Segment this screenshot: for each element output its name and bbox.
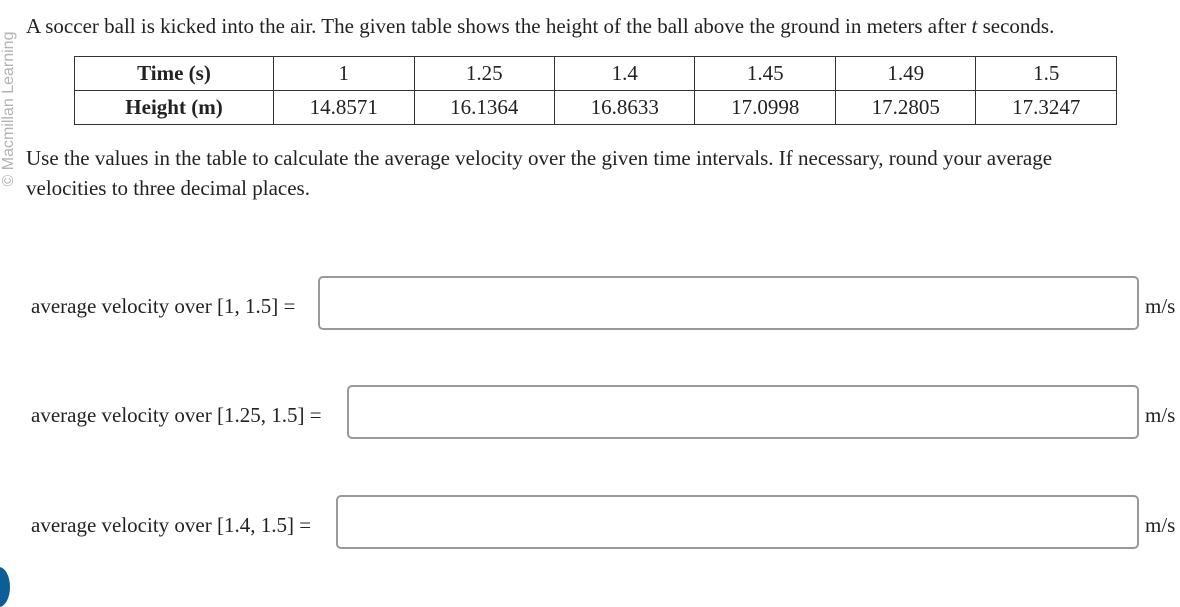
copyright-watermark: © Macmillan Learning bbox=[0, 31, 17, 187]
time-cell: 1.5 bbox=[976, 57, 1117, 91]
data-table bbox=[74, 56, 1117, 125]
height-cell: 17.0998 bbox=[695, 91, 835, 125]
height-cell: 17.2805 bbox=[835, 91, 975, 125]
answer-input-3[interactable] bbox=[336, 495, 1139, 549]
instructions-text: Use the values in the table to calculate the average velocity over the given time intervals. If necessary, round your average velocities to three decimal places. bbox=[26, 146, 1053, 200]
help-badge-icon[interactable] bbox=[0, 567, 10, 607]
time-cell: 1.4 bbox=[554, 57, 694, 91]
time-row bbox=[75, 57, 1117, 91]
height-cell: 17.3247 bbox=[976, 91, 1117, 125]
question-label-2: average velocity over [1.25, 1.5] = bbox=[31, 403, 322, 427]
intro-text-start: A soccer ball is kicked into the air. The given table shows the height of the ball above the ground in meters after bbox=[26, 14, 972, 38]
height-cell: 16.1364 bbox=[414, 91, 554, 125]
question-label-3: average velocity over [1.4, 1.5] = bbox=[31, 513, 312, 537]
time-cell: 1.49 bbox=[835, 57, 975, 91]
intro-text-end: seconds. bbox=[977, 14, 1055, 38]
time-cell: 1.25 bbox=[414, 57, 554, 91]
time-header: Time (s) bbox=[75, 57, 274, 91]
problem-statement bbox=[26, 13, 1176, 39]
unit-label-1: m/s bbox=[1145, 294, 1176, 318]
time-variable: t bbox=[971, 14, 978, 38]
question-row-3 bbox=[0, 495, 1180, 549]
question-row-1 bbox=[0, 276, 1180, 330]
answer-input-1[interactable] bbox=[318, 276, 1139, 330]
height-cell: 14.8571 bbox=[274, 91, 414, 125]
answer-input-2[interactable] bbox=[347, 385, 1139, 439]
question-label-1: average velocity over [1, 1.5] = bbox=[31, 294, 296, 318]
time-cell: 1.45 bbox=[695, 57, 835, 91]
height-header: Height (m) bbox=[75, 91, 274, 125]
unit-label-2: m/s bbox=[1145, 403, 1176, 427]
time-cell: 1 bbox=[274, 57, 414, 91]
unit-label-3: m/s bbox=[1145, 513, 1176, 537]
height-cell: 16.8633 bbox=[554, 91, 694, 125]
question-row-2 bbox=[0, 385, 1180, 439]
height-row bbox=[75, 91, 1117, 125]
